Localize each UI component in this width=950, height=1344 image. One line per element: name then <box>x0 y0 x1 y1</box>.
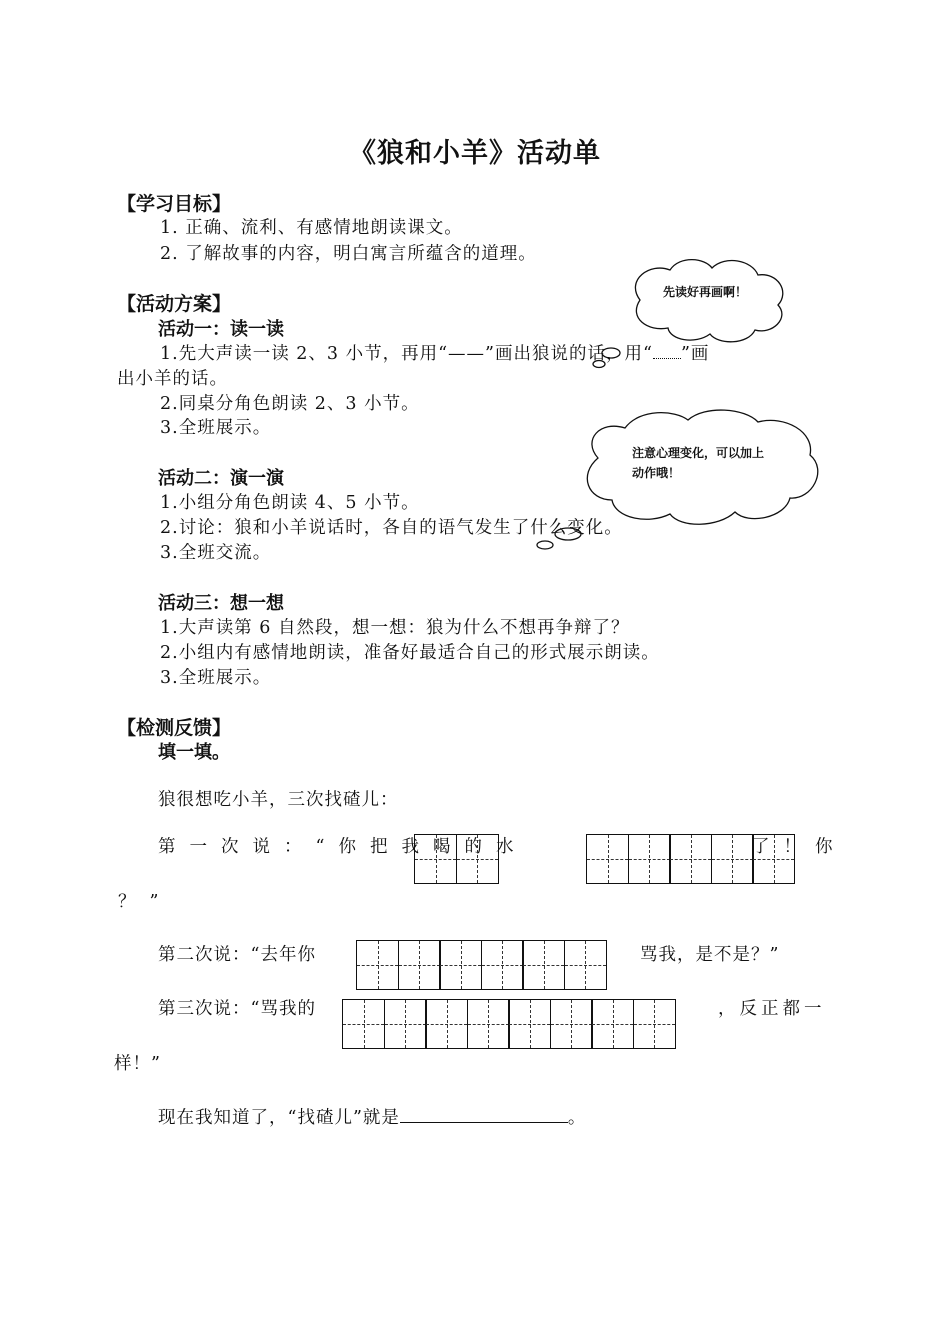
writing-cell[interactable] <box>586 834 629 884</box>
goals-heading: 【学习目标】 <box>117 193 232 215</box>
writing-cell[interactable] <box>398 940 441 990</box>
activity1-line1-text: 1.先大声读一读 2、3 小节，再用“——”画出狼说的话，用“ <box>160 344 653 364</box>
activity1-line1-end: ”画 <box>680 344 710 364</box>
page-title: 《狼和小羊》活动单 <box>349 138 601 169</box>
second-answer-grid[interactable] <box>356 940 607 990</box>
writing-cell[interactable] <box>481 940 524 990</box>
bubble-2-text: 注意心理变化，可以加上动作哦！ <box>632 446 765 480</box>
writing-cell[interactable] <box>508 999 551 1049</box>
first-answer-grid-a[interactable] <box>414 834 499 884</box>
third-saying-text: 第三次说：“骂我的 <box>158 999 316 1019</box>
plan-heading: 【活动方案】 <box>117 293 232 315</box>
writing-cell[interactable] <box>633 999 676 1049</box>
writing-cell[interactable] <box>439 940 482 990</box>
writing-cell[interactable] <box>564 940 607 990</box>
activity2-line3: 3.全班交流。 <box>160 543 272 563</box>
writing-cell[interactable] <box>356 940 399 990</box>
activity1-line1 <box>160 340 709 365</box>
writing-cell[interactable] <box>522 940 565 990</box>
activity2-title: 活动二：演一演 <box>158 468 284 489</box>
third-saying-text-end: ，反正都一 <box>718 999 826 1019</box>
writing-cell[interactable] <box>669 834 712 884</box>
writing-cell[interactable] <box>414 834 457 884</box>
bubble-2-tail-small <box>537 541 553 549</box>
summary-line <box>158 1104 586 1129</box>
writing-cell[interactable] <box>550 999 593 1049</box>
feedback-subtitle: 填一填。 <box>158 742 230 763</box>
goal-item-1: 1. 正确、流利、有感情地朗读课文。 <box>160 218 463 238</box>
activity3-line1: 1.大声读第 6 自然段，想一想：狼为什么不想再争辩了？ <box>160 618 630 638</box>
feedback-heading: 【检测反馈】 <box>117 717 232 739</box>
first-saying-text: 第一次说：“你把我喝的水 <box>158 837 528 857</box>
feedback-intro: 狼很想吃小羊，三次找碴儿： <box>158 790 399 810</box>
wavy-line-mark <box>653 344 681 359</box>
second-saying-text-end: 骂我，是不是？” <box>640 945 780 965</box>
activity3-line2: 2.小组内有感情地朗读，准备好最适合自己的形式展示朗读。 <box>160 643 660 663</box>
third-saying-text-cont: 样！” <box>114 1054 161 1074</box>
activity1-title: 活动一：读一读 <box>158 319 284 340</box>
second-saying-text: 第二次说：“去年你 <box>158 945 316 965</box>
third-answer-grid[interactable] <box>342 999 676 1049</box>
activity2-line2: 2.讨论：狼和小羊说话时，各自的语气发生了什么变化。 <box>160 518 623 538</box>
summary-end: 。 <box>567 1108 587 1128</box>
bubble-1-text: 先读好再画啊！ <box>663 285 748 299</box>
writing-cell[interactable] <box>628 834 671 884</box>
summary-answer-blank[interactable] <box>400 1104 568 1123</box>
activity1-line2: 2.同桌分角色朗读 2、3 小节。 <box>160 394 420 414</box>
activity1-line3: 3.全班展示。 <box>160 418 272 438</box>
writing-cell[interactable] <box>342 999 385 1049</box>
writing-cell[interactable] <box>456 834 499 884</box>
writing-cell[interactable] <box>467 999 510 1049</box>
summary-text: 现在我知道了，“找碴儿”就是 <box>158 1108 400 1128</box>
activity1-line1-cont: 出小羊的话。 <box>117 369 228 389</box>
writing-cell[interactable] <box>591 999 634 1049</box>
activity2-line1: 1.小组分角色朗读 4、5 小节。 <box>160 493 420 513</box>
first-saying-text-cont: ？” <box>118 892 173 912</box>
first-saying-text-end: 了！你 <box>752 837 847 857</box>
writing-cell[interactable] <box>711 834 754 884</box>
activity3-line3: 3.全班展示。 <box>160 668 272 688</box>
activity3-title: 活动三：想一想 <box>158 593 284 614</box>
writing-cell[interactable] <box>384 999 427 1049</box>
writing-cell[interactable] <box>425 999 468 1049</box>
goal-item-2: 2. 了解故事的内容，明白寓言所蕴含的道理。 <box>160 244 537 264</box>
